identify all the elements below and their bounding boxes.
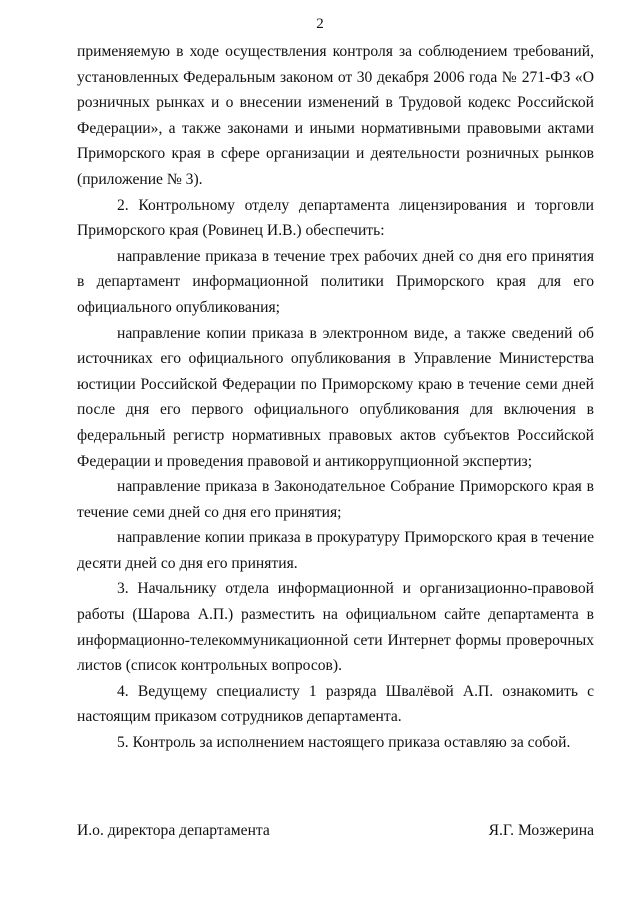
paragraph-legislative-assembly: направление приказа в Законодательное Собрание Приморского края в течение семи дней со дня его принятия; [77, 478, 594, 521]
paragraph-publication: направление приказа в течение трех рабочих дней со дня его принятия в департамент информационной политики Приморского края для его официального опубликования; [77, 247, 594, 316]
signatory-position: И.о. директора департамента [77, 822, 270, 839]
paragraph-item-2: 2. Контрольному отделу департамента лицензирования и торговли Приморского края (Ровинец И.В.) обеспечить: [77, 196, 594, 240]
paragraph-continuation: применяемую в ходе осуществления контроля за соблюдением требований, установленных Федеральным законом от 30 декабря 2006 года № 271-ФЗ «О розничных рынках и о внесении изменений в Трудовой кодекс Российской Федерации», а также законами и иными нормативными правовыми актами Приморского края в сфере организации и деятельности розничных рынков (приложение № 3). [77, 43, 594, 188]
paragraph-ministry-justice: направление копии приказа в электронном виде, а также сведений об источниках его официального опубликования в Управление Министерства юстиции Российской Федерации по Приморскому краю в течение семи дней после дня его первого официального опубликования для включения в федеральный регистр нормативных правовых актов субъектов Российской Федерации и проведения правовой и антикоррупционной экспертиз; [77, 324, 594, 470]
document-body [77, 39, 594, 756]
signature-block [77, 818, 594, 844]
page-number: 2 [316, 16, 324, 32]
paragraph-item-4: 4. Ведущему специалисту 1 разряда Швалёвой А.П. ознакомить с настоящим приказом сотрудников департамента. [77, 682, 594, 726]
paragraph-prosecutor: направление копии приказа в прокуратуру Приморского края в течение десяти дней со дня его принятия. [77, 529, 594, 572]
paragraph-item-3: 3. Начальнику отдела информационной и организационно-правовой работы (Шарова А.П.) разместить на официальном сайте департамента в информационно-телекоммуникационной сети Интернет формы проверочных листов (список контрольных вопросов). [77, 580, 594, 675]
signatory-name: Я.Г. Мозжерина [488, 822, 594, 839]
paragraph-item-5: 5. Контроль за исполнением настоящего приказа оставляю за собой. [117, 734, 571, 752]
